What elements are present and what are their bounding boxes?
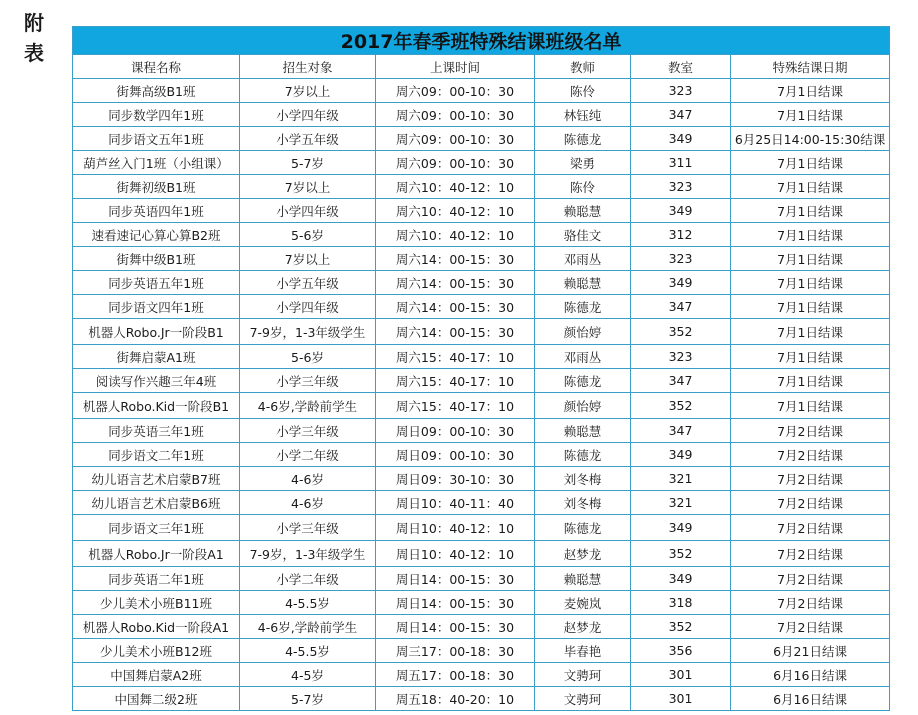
cell-room: 323 [631,247,731,271]
cell-teacher: 赖聪慧 [535,567,631,591]
table-row [73,639,890,663]
cell-end-date: 7月1日结课 [731,369,890,393]
table-row [73,419,890,443]
cell-room: 321 [631,491,731,515]
cell-target: 4-6岁 [240,467,376,491]
table-row [73,79,890,103]
cell-class-time: 周日10：40-11：40 [376,491,535,515]
cell-class-time: 周日09：30-10：30 [376,467,535,491]
cell-course-name: 少儿美术小班B11班 [73,591,240,615]
table-row [73,567,890,591]
cell-class-time: 周日10：40-12：10 [376,515,535,541]
cell-end-date: 7月1日结课 [731,175,890,199]
table-row [73,175,890,199]
table-row [73,591,890,615]
cell-target: 小学三年级 [240,515,376,541]
cell-class-time: 周六15：40-17：10 [376,369,535,393]
cell-room: 312 [631,223,731,247]
cell-room: 301 [631,663,731,687]
cell-room: 352 [631,615,731,639]
cell-teacher: 陈德龙 [535,295,631,319]
header-end-date: 特殊结课日期 [731,55,890,79]
cell-teacher: 梁勇 [535,151,631,175]
cell-room: 352 [631,541,731,567]
cell-course-name: 幼儿语言艺术启蒙B6班 [73,491,240,515]
cell-target: 小学五年级 [240,127,376,151]
cell-class-time: 周六09：00-10：30 [376,151,535,175]
header-room: 教室 [631,55,731,79]
cell-teacher: 麦婉岚 [535,591,631,615]
cell-teacher: 陈德龙 [535,127,631,151]
cell-teacher: 颜怡婷 [535,393,631,419]
cell-course-name: 同步英语四年1班 [73,199,240,223]
cell-class-time: 周六09：00-10：30 [376,79,535,103]
cell-room: 349 [631,199,731,223]
cell-course-name: 中国舞启蒙A2班 [73,663,240,687]
cell-teacher: 赵梦龙 [535,615,631,639]
table-row [73,127,890,151]
cell-course-name: 同步英语二年1班 [73,567,240,591]
cell-target: 4-6岁,学龄前学生 [240,615,376,639]
cell-class-time: 周五18：40-20：10 [376,687,535,711]
table-row [73,103,890,127]
class-list-table [72,26,890,711]
cell-course-name: 同步语文三年1班 [73,515,240,541]
cell-target: 4-5.5岁 [240,591,376,615]
cell-target: 小学五年级 [240,271,376,295]
cell-room: 301 [631,687,731,711]
table-row [73,615,890,639]
cell-class-time: 周日10：40-12：10 [376,541,535,567]
cell-target: 5-7岁 [240,151,376,175]
cell-end-date: 7月2日结课 [731,443,890,467]
cell-end-date: 6月21日结课 [731,639,890,663]
cell-room: 347 [631,295,731,319]
header-class-time: 上课时间 [376,55,535,79]
class-list-sheet [72,26,889,711]
cell-end-date: 7月1日结课 [731,393,890,419]
cell-room: 349 [631,567,731,591]
cell-teacher: 陈伶 [535,79,631,103]
cell-target: 4-6岁,学龄前学生 [240,393,376,419]
cell-course-name: 机器人Robo.Jr一阶段A1 [73,541,240,567]
cell-room: 347 [631,419,731,443]
cell-course-name: 中国舞二级2班 [73,687,240,711]
table-row [73,271,890,295]
cell-teacher: 邓雨丛 [535,247,631,271]
cell-room: 352 [631,319,731,345]
cell-room: 349 [631,515,731,541]
cell-class-time: 周日14：00-15：30 [376,615,535,639]
cell-room: 347 [631,369,731,393]
cell-end-date: 7月2日结课 [731,467,890,491]
cell-teacher: 赖聪慧 [535,419,631,443]
table-row [73,247,890,271]
cell-class-time: 周六09：00-10：30 [376,103,535,127]
cell-class-time: 周六10：40-12：10 [376,175,535,199]
cell-room: 349 [631,127,731,151]
cell-class-time: 周六09：00-10：30 [376,127,535,151]
cell-target: 小学三年级 [240,369,376,393]
cell-end-date: 7月1日结课 [731,295,890,319]
cell-class-time: 周六14：00-15：30 [376,295,535,319]
cell-teacher: 文骋珂 [535,687,631,711]
cell-room: 323 [631,79,731,103]
cell-room: 311 [631,151,731,175]
cell-course-name: 机器人Robo.Kid一阶段A1 [73,615,240,639]
table-row [73,687,890,711]
cell-class-time: 周六15：40-17：10 [376,393,535,419]
cell-target: 小学四年级 [240,103,376,127]
cell-class-time: 周日14：00-15：30 [376,567,535,591]
cell-course-name: 同步语文四年1班 [73,295,240,319]
table-row [73,345,890,369]
table-row [73,541,890,567]
cell-course-name: 阅读写作兴趣三年4班 [73,369,240,393]
cell-end-date: 7月2日结课 [731,615,890,639]
cell-teacher: 刘冬梅 [535,491,631,515]
cell-room: 352 [631,393,731,419]
cell-teacher: 赖聪慧 [535,271,631,295]
cell-teacher: 刘冬梅 [535,467,631,491]
cell-class-time: 周三17：00-18：30 [376,639,535,663]
table-body [73,79,890,711]
cell-target: 7岁以上 [240,175,376,199]
table-row [73,443,890,467]
table-row [73,515,890,541]
cell-end-date: 7月2日结课 [731,491,890,515]
cell-end-date: 6月25日14:00-15:30结课 [731,127,890,151]
cell-target: 小学四年级 [240,199,376,223]
cell-end-date: 7月1日结课 [731,223,890,247]
cell-teacher: 毕春艳 [535,639,631,663]
cell-target: 小学二年级 [240,443,376,467]
cell-class-time: 周六10：40-12：10 [376,199,535,223]
cell-class-time: 周六14：00-15：30 [376,247,535,271]
cell-end-date: 7月2日结课 [731,419,890,443]
table-row [73,319,890,345]
cell-course-name: 机器人Robo.Jr一阶段B1 [73,319,240,345]
header-target: 招生对象 [240,55,376,79]
cell-course-name: 速看速记心算心算B2班 [73,223,240,247]
cell-course-name: 少儿美术小班B12班 [73,639,240,663]
table-row [73,393,890,419]
cell-end-date: 7月1日结课 [731,151,890,175]
table-row [73,467,890,491]
cell-target: 小学二年级 [240,567,376,591]
table-row [73,663,890,687]
table-row [73,491,890,515]
table-row [73,151,890,175]
cell-course-name: 同步英语三年1班 [73,419,240,443]
cell-room: 323 [631,345,731,369]
appendix-label: 附表 [24,11,44,65]
cell-end-date: 7月1日结课 [731,79,890,103]
cell-class-time: 周六14：00-15：30 [376,319,535,345]
cell-course-name: 同步语文五年1班 [73,127,240,151]
cell-room: 349 [631,443,731,467]
cell-teacher: 陈德龙 [535,369,631,393]
cell-end-date: 7月2日结课 [731,515,890,541]
cell-course-name: 街舞初级B1班 [73,175,240,199]
cell-end-date: 7月2日结课 [731,591,890,615]
cell-teacher: 文骋珂 [535,663,631,687]
cell-target: 4-6岁 [240,491,376,515]
cell-course-name: 同步英语五年1班 [73,271,240,295]
cell-end-date: 6月16日结课 [731,663,890,687]
cell-end-date: 7月2日结课 [731,567,890,591]
cell-target: 5-6岁 [240,223,376,247]
cell-end-date: 7月2日结课 [731,541,890,567]
cell-target: 7-9岁，1-3年级学生 [240,541,376,567]
header-course-name: 课程名称 [73,55,240,79]
cell-end-date: 7月1日结课 [731,319,890,345]
cell-class-time: 周六15：40-17：10 [376,345,535,369]
cell-teacher: 赵梦龙 [535,541,631,567]
cell-course-name: 街舞高级B1班 [73,79,240,103]
cell-target: 4-5岁 [240,663,376,687]
cell-class-time: 周五17：00-18：30 [376,663,535,687]
table-title: 2017年春季班特殊结课班级名单 [73,27,890,55]
table-row [73,369,890,393]
cell-target: 7岁以上 [240,247,376,271]
cell-course-name: 幼儿语言艺术启蒙B7班 [73,467,240,491]
table-row [73,295,890,319]
cell-end-date: 6月16日结课 [731,687,890,711]
cell-class-time: 周六10：40-12：10 [376,223,535,247]
cell-end-date: 7月1日结课 [731,103,890,127]
cell-room: 356 [631,639,731,663]
cell-class-time: 周日09：00-10：30 [376,419,535,443]
cell-end-date: 7月1日结课 [731,247,890,271]
table-header-row [73,55,890,79]
cell-end-date: 7月1日结课 [731,271,890,295]
cell-teacher: 赖聪慧 [535,199,631,223]
cell-target: 5-7岁 [240,687,376,711]
cell-room: 349 [631,271,731,295]
cell-class-time: 周日14：00-15：30 [376,591,535,615]
cell-course-name: 葫芦丝入门1班（小组课） [73,151,240,175]
cell-course-name: 街舞启蒙A1班 [73,345,240,369]
cell-room: 323 [631,175,731,199]
cell-target: 小学四年级 [240,295,376,319]
cell-course-name: 街舞中级B1班 [73,247,240,271]
cell-end-date: 7月1日结课 [731,199,890,223]
cell-class-time: 周日09：00-10：30 [376,443,535,467]
cell-course-name: 同步语文二年1班 [73,443,240,467]
cell-teacher: 颜怡婷 [535,319,631,345]
table-row [73,199,890,223]
cell-teacher: 陈德龙 [535,443,631,467]
cell-teacher: 邓雨丛 [535,345,631,369]
cell-teacher: 骆佳文 [535,223,631,247]
cell-target: 5-6岁 [240,345,376,369]
cell-target: 小学三年级 [240,419,376,443]
cell-room: 318 [631,591,731,615]
cell-end-date: 7月1日结课 [731,345,890,369]
cell-course-name: 机器人Robo.Kid一阶段B1 [73,393,240,419]
cell-target: 4-5.5岁 [240,639,376,663]
cell-target: 7-9岁，1-3年级学生 [240,319,376,345]
cell-target: 7岁以上 [240,79,376,103]
cell-teacher: 陈伶 [535,175,631,199]
header-teacher: 教师 [535,55,631,79]
cell-class-time: 周六14：00-15：30 [376,271,535,295]
cell-room: 321 [631,467,731,491]
table-row [73,223,890,247]
cell-teacher: 林钰纯 [535,103,631,127]
cell-teacher: 陈德龙 [535,515,631,541]
cell-room: 347 [631,103,731,127]
cell-course-name: 同步数学四年1班 [73,103,240,127]
